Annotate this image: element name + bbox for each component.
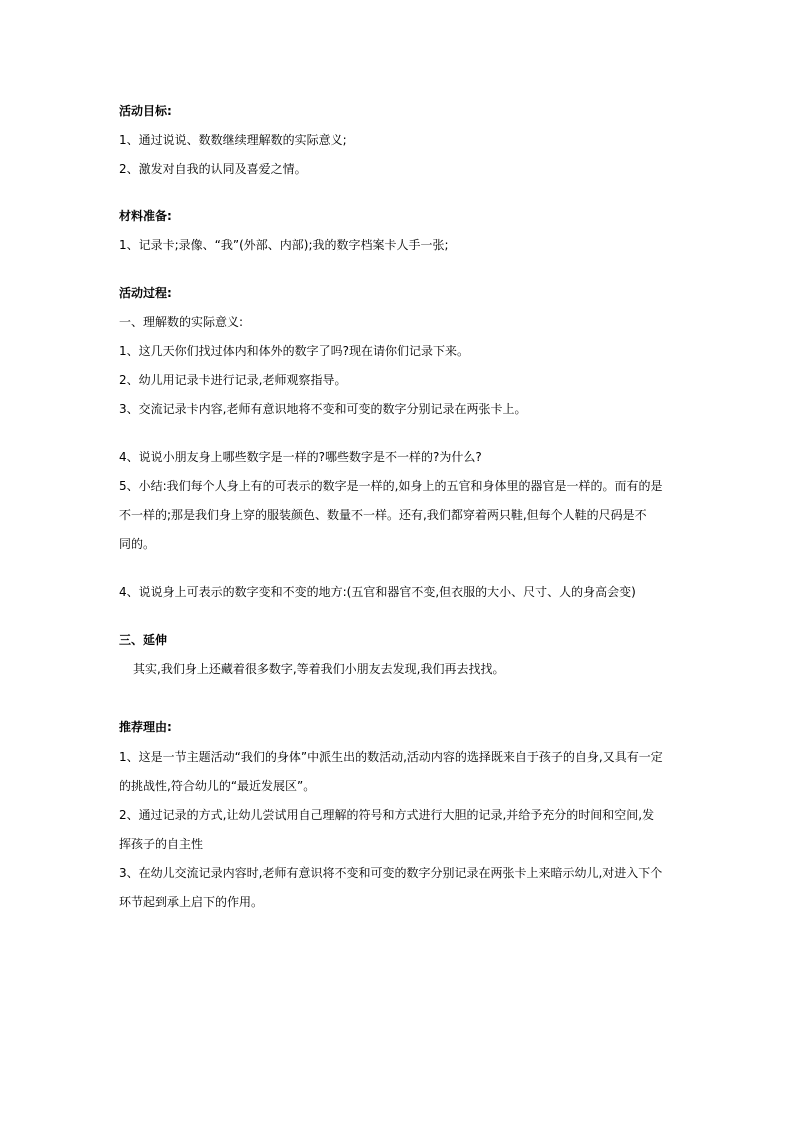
- materials-heading: 材料准备:: [119, 209, 172, 223]
- extension-text: 其实,我们身上还藏着很多数字,等着我们小朋友去发现,我们再去找找。: [133, 662, 505, 676]
- process-summary-line: 不一样的;那是我们身上穿的服装颜色、数量不一样。还有,我们都穿着两只鞋,但每个人鞋的尺码是不: [119, 508, 647, 522]
- reasons-line: 环节起到承上启下的作用。: [119, 895, 264, 909]
- process-extra: 4、说说身上可表示的数字变和不变的地方:(五官和器官不变,但衣服的大小、尺寸、人的身高会变): [119, 585, 636, 599]
- reasons-line: 的挑战性,符合幼儿的“最近发展区”。: [119, 779, 316, 793]
- goals-item: 2、激发对自我的认同及喜爱之情。: [119, 162, 307, 176]
- reasons-line: 1、这是一节主题活动“我们的身体”中派生出的数活动,活动内容的选择既来自于孩子的自身,又具有一定: [119, 750, 663, 764]
- process-summary-line: 同的。: [119, 537, 156, 551]
- reasons-heading: 推荐理由:: [119, 720, 172, 734]
- process-item: 4、说说小朋友身上哪些数字是一样的?哪些数字是不一样的?为什么?: [119, 450, 482, 464]
- process-subheading: 一、理解数的实际意义:: [119, 315, 244, 329]
- materials-item: 1、记录卡;录像、“我”(外部、内部);我的数字档案卡人手一张;: [119, 238, 449, 252]
- goals-heading: 活动目标:: [119, 104, 172, 118]
- extension-heading: 三、延伸: [119, 633, 168, 647]
- reasons-line: 2、通过记录的方式,让幼儿尝试用自己理解的符号和方式进行大胆的记录,并给予充分的时间和空间,发: [119, 808, 655, 822]
- process-item: 2、幼儿用记录卡进行记录,老师观察指导。: [119, 373, 347, 387]
- reasons-line: 挥孩子的自主性: [119, 837, 204, 851]
- reasons-line: 3、在幼儿交流记录内容时,老师有意识将不变和可变的数字分别记录在两张卡上来暗示幼儿,对进入下个: [119, 866, 663, 880]
- process-heading: 活动过程:: [119, 286, 172, 300]
- process-item: 3、交流记录卡内容,老师有意识地将不变和可变的数字分别记录在两张卡上。: [119, 402, 527, 416]
- process-item: 1、这几天你们找过体内和体外的数字了吗?现在请你们记录下来。: [119, 344, 470, 358]
- process-summary-line: 5、小结:我们每个人身上有的可表示的数字是一样的,如身上的五官和身体里的器官是一样的。而有的是: [119, 479, 663, 493]
- goals-item: 1、通过说说、数数继续理解数的实际意义;: [119, 133, 347, 147]
